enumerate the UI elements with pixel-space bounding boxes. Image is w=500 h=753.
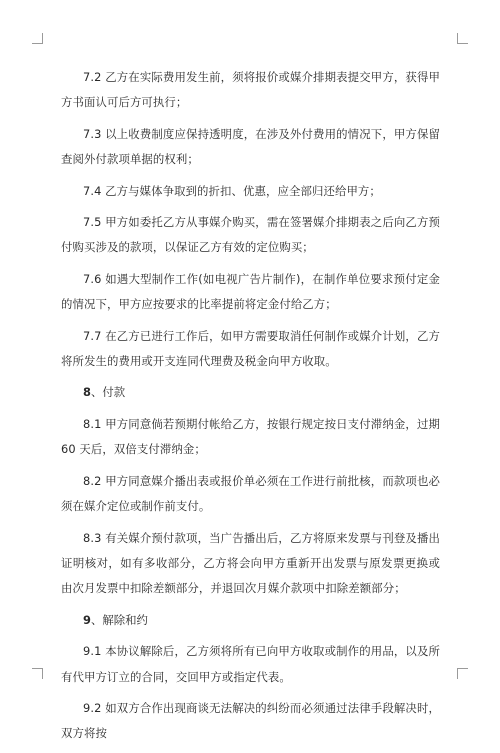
crop-mark-top-left — [32, 33, 43, 44]
section-heading-9 — [61, 608, 440, 633]
document-body — [61, 65, 440, 753]
paragraph-8-2: 8.2 甲方同意媒介播出表或报价单必须在工作进行前批核，而款项也必须在媒介定位或制作前支付。 — [61, 473, 440, 514]
paragraph-9-2: 9.2 如双方合作出现商谈无法解决的纠纷而必须通过法律手段解决时，双方将按 — [61, 700, 440, 741]
crop-mark-bottom-right — [457, 668, 468, 679]
paragraph-8-1: 8.1 甲方同意倘若预期付帐给乙方，按银行规定按日支付滞纳金，过期 60 天后，双倍支付滞纳金； — [61, 416, 440, 457]
crop-mark-bottom-left — [32, 668, 43, 679]
section-heading-8 — [61, 380, 440, 405]
paragraph-7-3: 7.3 以上收费制度应保持透明度，在涉及外付费用的情况下，甲方保留查阅外付款项单据的权利； — [61, 126, 440, 167]
section-number: 9 — [83, 612, 91, 627]
paragraph-7-6: 7.6 如遇大型制作工作(如电视广告片制作)，在制作单位要求预付定金的情况下，甲方应按要求的比率提前将定金付给乙方； — [61, 271, 440, 312]
paragraph-9-1: 9.1 本协议解除后，乙方须将所有已向甲方收取或制作的用品，以及所有代甲方订立的合同，交回甲方或指定代表。 — [61, 644, 440, 684]
paragraph-8-3: 8.3 有关媒介预付款项，当广告播出后，乙方将原来发票与刊登及播出证明核对，如有多收部分，乙方将会向甲方重新开出发票与原发票更换或由次月发票中扣除差额部分，并退回次月媒介款项中扣除差额部分； — [61, 530, 440, 596]
paragraph-7-4: 7.4 乙方与媒体争取到的折扣、优惠，应全部归还给甲方； — [83, 183, 381, 198]
paragraph-7-5: 7.5 甲方如委托乙方从事媒介购买，需在签署媒介排期表之后向乙方预付购买涉及的款项，以保证乙方有效的定位购买； — [61, 215, 440, 255]
crop-mark-top-right — [457, 33, 468, 44]
section-title: 、解除和约 — [90, 612, 148, 627]
paragraph-7-2: 7.2 乙方在实际费用发生前，须将报价或媒介排期表提交甲方，获得甲方书面认可后方可执行； — [61, 70, 440, 110]
section-number: 8 — [83, 385, 91, 400]
paragraph-7-7: 7.7 在乙方已进行工作后，如甲方需要取消任何制作或媒介计划，乙方将所发生的费用或开支连同代理费及税金向甲方收取。 — [61, 328, 440, 369]
section-title: 、付款 — [90, 385, 126, 400]
